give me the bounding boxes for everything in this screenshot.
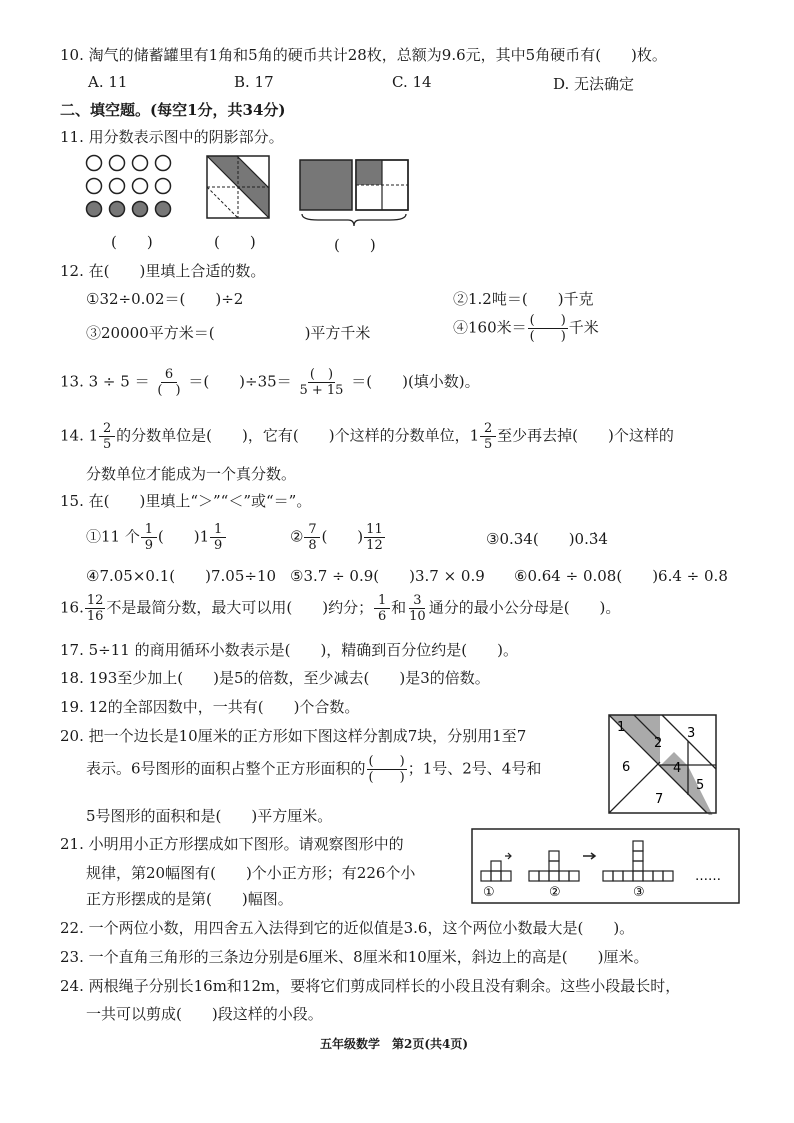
q10-option-c[interactable]: C. 14 <box>392 73 432 91</box>
q14-frac2-den: 5 <box>484 437 493 452</box>
q16-d2: 6 <box>377 609 387 624</box>
q22-text: 22. 一个两位小数，用四舍五入法得到它的近似值是3.6，这个两位小数最大是( )。 <box>60 919 635 937</box>
q13-prefix: 13. 3 ÷ 5 ＝ <box>60 372 150 391</box>
q12-d-prefix: ④160米＝ <box>453 318 527 337</box>
pattern-label-1: ① <box>483 885 495 900</box>
q13-num1: 6 <box>161 367 177 383</box>
section2-title: 二、填空题。(每空1分，共34分) <box>60 101 286 119</box>
tangram-label-2: 2 <box>654 736 663 751</box>
q11-square-figure <box>205 154 271 220</box>
q15-item1-blank[interactable]: ( )1 <box>157 527 210 546</box>
q14-fraction-2 <box>480 421 496 452</box>
q14-part2: 的分数单位是( )，它有( )个这样的分数单位，1 <box>116 426 480 445</box>
tangram-label-6: 6 <box>622 760 631 775</box>
q13-line[interactable] <box>60 367 480 398</box>
q16-number: 16. <box>60 598 84 617</box>
q18-text: 18. 193至少加上( )是5的倍数，至少减去( )是3的倍数。 <box>60 669 490 687</box>
q17-text: 17. 5÷11 的商用循环小数表示是( )，精确到百分位约是( )。 <box>60 641 519 659</box>
q15-item2-pre: ② <box>290 527 304 546</box>
q21-line1: 21. 小明用小正方形摆成如下图形。请观察图形中的 <box>60 835 404 853</box>
q11-two-squares-figure <box>298 154 414 228</box>
tangram-label-3: 3 <box>687 726 696 741</box>
q19-text: 19. 12的全部因数中，一共有( )个合数。 <box>60 698 360 716</box>
q16-and: 和 <box>391 598 407 617</box>
q16-fraction-3 <box>407 593 428 624</box>
q21-pattern-figure <box>471 828 741 904</box>
q20-line2a: 表示。6号图形的面积占整个正方形面积的 <box>86 759 366 778</box>
q20-line2b: ；1号、2号、4号和 <box>407 759 542 778</box>
q14-fraction-1 <box>99 421 115 452</box>
q15-item1-frac2 <box>210 522 226 553</box>
q11-blank-3[interactable]: ( ) <box>334 236 376 254</box>
q10-option-a[interactable]: A. 11 <box>88 73 128 91</box>
q14-frac1-num: 2 <box>99 421 115 437</box>
q15-item2-num2: 11 <box>366 522 383 537</box>
q12-c[interactable]: ③20000平方米＝( )平方千米 <box>86 324 371 342</box>
q12-d[interactable] <box>453 313 599 344</box>
q15-item1-den2: 9 <box>213 538 223 553</box>
q14-part1: 14. 1 <box>60 426 99 445</box>
q20-line3: 5号图形的面积和是( )平方厘米。 <box>86 807 333 825</box>
q12-a[interactable]: ①32÷0.02＝( )÷2 <box>86 290 244 308</box>
q20-line1: 20. 把一个边长是10厘米的正方形如下图这样分割成7块，分别用1至7 <box>60 727 527 745</box>
q13-fraction-1[interactable] <box>155 367 182 398</box>
tangram-label-5: 5 <box>696 778 705 793</box>
q12-b[interactable]: ②1.2吨＝( )千克 <box>453 290 594 308</box>
pattern-label-3: ③ <box>633 885 645 900</box>
q11-blank-1[interactable]: ( ) <box>111 233 153 251</box>
q14-part3: 至少再去掉( )个这样的 <box>497 426 674 445</box>
q12-d-fraction[interactable]: $\frac{( )}{( )}$ <box>529 313 566 344</box>
q15-item6[interactable]: ⑥0.64 ÷ 0.08( )6.4 ÷ 0.8 <box>514 567 728 585</box>
q15-item2-blank[interactable]: ( ) <box>321 527 364 546</box>
q15-item3[interactable]: ③0.34( )0.3̇4̇ <box>486 530 608 548</box>
q15-item2[interactable] <box>290 522 386 553</box>
q13-den2: 5 + 15 <box>299 383 344 398</box>
q15-item2-den2: 12 <box>366 538 383 553</box>
q14-line2: 分数单位才能成为一个真分数。 <box>86 465 297 483</box>
q13-fraction-2[interactable] <box>297 367 345 398</box>
q15-item2-num: 7 <box>304 522 320 538</box>
q24-line1: 24. 两根绳子分别长16m和12m，要将它们剪成同样长的小段且没有剩余。这些小段最长时， <box>60 977 681 995</box>
q16-n2: 1 <box>374 593 390 609</box>
tangram-label-7: 7 <box>655 792 664 807</box>
q16-d3: 10 <box>409 609 426 624</box>
q12-text: 12. 在( )里填上合适的数。 <box>60 262 266 280</box>
q16-line[interactable] <box>60 593 620 624</box>
q15-item2-den: 8 <box>308 538 317 553</box>
q15-item2-frac <box>304 522 320 553</box>
q20-tangram-figure <box>607 713 719 815</box>
q13-suffix: ＝( )(填小数)。 <box>351 372 480 391</box>
q20-fraction-blank[interactable]: $\frac{( )}{( )}$ <box>368 754 405 785</box>
q15-item1-num2: 1 <box>210 522 226 538</box>
q15-item4[interactable]: ④7.05×0.1( )7.05÷10 <box>86 567 277 585</box>
q10-option-d[interactable]: D. 无法确定 <box>553 75 635 93</box>
q16-n1: 12 <box>86 593 104 608</box>
q14-frac1-den: 5 <box>103 437 112 452</box>
q13-middle: ＝( )÷35＝ <box>188 372 292 391</box>
q21-line3[interactable]: 正方形摆成的是第( )幅图。 <box>86 890 293 908</box>
tangram-label-1: 1 <box>617 720 626 735</box>
tangram-label-4: 4 <box>673 761 682 776</box>
q21-line2[interactable]: 规律，第20幅图有( )个小正方形；有226个小 <box>86 864 416 882</box>
q23-text: 23. 一个直角三角形的三条边分别是6厘米、8厘米和10厘米，斜边上的高是( )厘米。 <box>60 948 649 966</box>
q12-d-suffix: 千米 <box>568 318 599 337</box>
q13-num2: ( ) <box>309 367 334 382</box>
q24-line2[interactable]: 一共可以剪成( )段这样的小段。 <box>86 1005 323 1023</box>
q15-item1-den: 9 <box>144 538 153 553</box>
q16-part4: 通分的最小公分母是( )。 <box>428 598 621 617</box>
q20-line2[interactable] <box>86 754 541 785</box>
q15-item5[interactable]: ⑤3.7 ÷ 0.9( )3.7 × 0.9 <box>290 567 485 585</box>
q15-item1-pre: ①11 个 <box>86 527 140 546</box>
q11-circles-figure <box>84 153 184 219</box>
q16-part2: 不是最简分数，最大可以用( )约分； <box>106 598 374 617</box>
q14-line1[interactable] <box>60 421 674 452</box>
q16-fraction-1 <box>85 593 106 624</box>
q11-text: 11. 用分数表示图中的阴影部分。 <box>60 128 284 146</box>
q15-item1[interactable] <box>86 522 227 553</box>
q15-item1-num: 1 <box>141 522 157 538</box>
q11-blank-2[interactable]: ( ) <box>214 233 256 251</box>
q15-item1-frac <box>141 522 157 553</box>
q16-n3: 3 <box>409 593 425 609</box>
q15-item2-frac2 <box>364 522 385 553</box>
q15-text: 15. 在( )里填上“＞”“＜”或“＝”。 <box>60 492 312 510</box>
pattern-label-2: ② <box>549 885 561 900</box>
q10-option-b[interactable]: B. 17 <box>234 73 274 91</box>
q14-frac2-num: 2 <box>480 421 496 437</box>
q10-text: 10. 淘气的储蓄罐里有1角和5角的硬币共计28枚，总额为9.6元，其中5角硬币有( )枚。 <box>60 46 667 64</box>
pattern-ellipsis: …… <box>695 869 721 884</box>
q13-den1: ( ) <box>157 383 181 398</box>
page-footer: 五年级数学 第2页(共4页) <box>320 1037 469 1051</box>
q16-fraction-2 <box>374 593 390 624</box>
q16-d1: 16 <box>86 609 104 624</box>
